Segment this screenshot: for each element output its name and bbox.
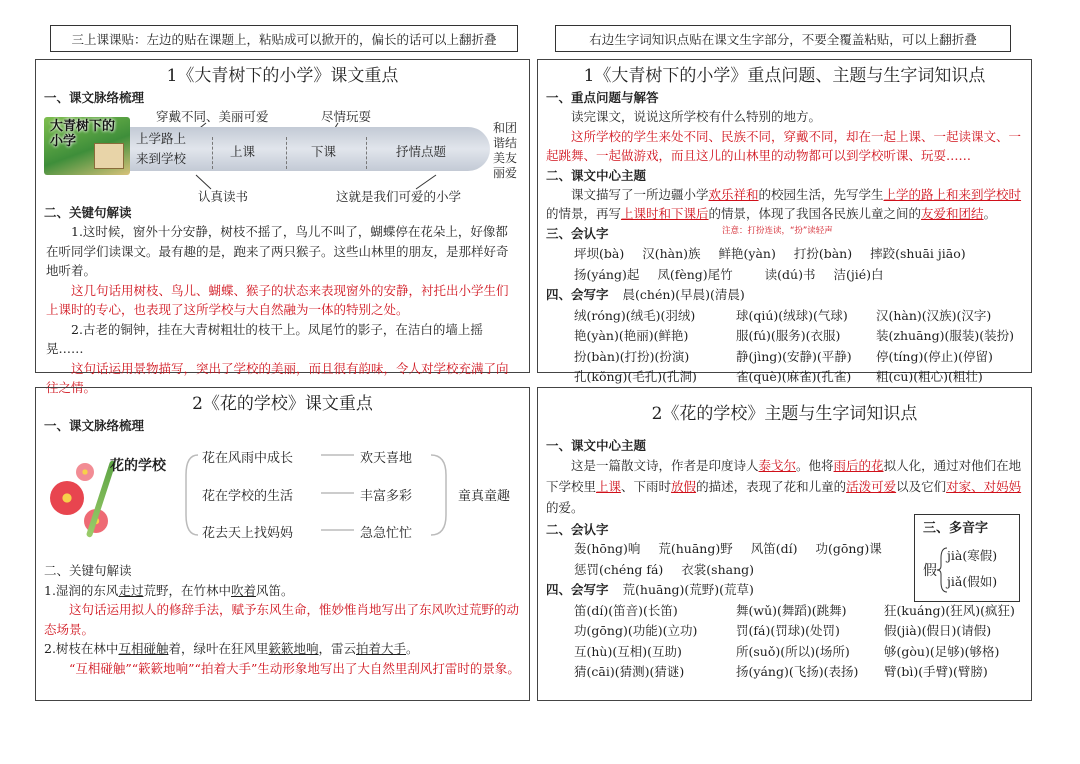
highlight: 上课时和下课后 <box>621 206 709 221</box>
flow-step: 花在风雨中成长 <box>202 451 294 466</box>
section-heading: 三、多音字 <box>923 521 989 536</box>
flow-feeling: 急急忙忙 <box>360 526 413 541</box>
reading-tip: 注意：打扮连读，“扮”读轻声 <box>722 225 833 236</box>
polyphone-reading: jià(寒假) <box>947 548 998 563</box>
card-title: 2《花的学校》主题与生字词知识点 <box>651 404 918 424</box>
card-title: 1《大青树下的小学》重点问题、主题与生字词知识点 <box>583 66 986 86</box>
flow-diagram <box>36 435 529 561</box>
write-word: 艳(yàn)(艳丽)(鲜艳) <box>574 328 689 343</box>
write-word: 舞(wǔ)(舞蹈)(跳舞) <box>736 602 847 618</box>
read-word: 坪坝(bà) <box>574 246 625 261</box>
flow-step: 上课 <box>230 144 256 159</box>
text: 以及它们 <box>896 479 947 494</box>
highlight: 欢乐祥和 <box>708 186 759 202</box>
flow-root-label: 花的学校 <box>110 458 166 474</box>
write-word: 罚(fá)(罚球)(处罚) <box>736 623 840 638</box>
read-word: 读(dú)书 <box>764 266 816 282</box>
text: ，雷云 <box>318 641 356 656</box>
theme-text <box>546 185 1023 224</box>
flow-label: 穿戴不同、美丽可爱 <box>156 109 269 124</box>
flow-feeling: 欢天喜地 <box>360 451 413 466</box>
flow-divider <box>286 137 287 169</box>
highlight: 雨后的花 <box>833 458 884 473</box>
write-word: 假(jià)(假日)(请假) <box>884 623 992 638</box>
underlined-word: 吹着 <box>230 582 256 598</box>
write-row <box>574 326 1023 347</box>
text: 这是一篇散文诗，作者是印度诗人 <box>571 458 759 473</box>
section-heading: 一、课文脉络梳理 <box>44 90 145 105</box>
key-sentence: 1.这时候，窗外十分安静，树枝不摇了，鸟儿不叫了，蝴蝶停在花朵上，好像都在听同学们读课文。最有趣的是，跑来了两只猴子。这些山林里的朋友，是那样好奇地听着。 <box>46 224 509 278</box>
question: 读完课文，说说这所学校有什么特别的地方。 <box>571 109 822 124</box>
sentence-analysis: 这几句话用树枝、鸟儿、蝴蝶、猴子的状态来表现窗外的安静，衬托出小学生们上课时的专心，也表现了这所学校与大自然融为一体的特别之处。 <box>46 282 509 317</box>
read-word: 摔跤(shuāi jiāo) <box>870 246 966 261</box>
text: 。 <box>983 206 997 221</box>
write-word: 功(gōng)(功能)(立功) <box>574 623 698 638</box>
write-word: 臂(bì)(手臂)(臂膀) <box>884 664 988 679</box>
school-building-icon <box>94 143 124 169</box>
write-word: 狂(kuáng)(狂风)(疯狂) <box>884 602 1015 618</box>
text: 着，绿叶在狂风里 <box>168 641 269 656</box>
text: 的爱。 <box>546 500 584 515</box>
flow-step: 抒情点题 <box>396 144 447 159</box>
highlight: 泰戈尔 <box>758 458 797 473</box>
text: 的情景，体现了我国各民族儿童之间的 <box>708 206 922 221</box>
flow-diagram <box>36 107 529 203</box>
school-picture-label: 大青树下的小学 <box>50 119 116 149</box>
read-row <box>546 265 1023 286</box>
flow-label: 这就是我们可爱的小学 <box>336 189 462 204</box>
write-row <box>574 367 1023 388</box>
highlight: 上课 <box>596 479 622 494</box>
write-word: 所(suǒ)(所以)(场所) <box>736 643 850 659</box>
note-left: 三上课课贴：左边的贴在课题上，粘贴成可以掀开的，偏长的话可以上翻折叠 <box>50 25 518 52</box>
underlined-word: 拍着大手 <box>356 641 407 656</box>
write-word: 扬(yáng)(飞扬)(表扬) <box>736 664 859 679</box>
write-word: 球(qiú)(绒球)(气球) <box>736 307 848 323</box>
card-lesson1-vocabulary <box>537 59 1032 384</box>
answer: 这所学校的学生来处不同、民族不同，穿戴不同，却在一起上课、一起读课文、一起跳舞、一起做游戏，而且这儿的山林里的动物都可以到学校听课、玩耍…… <box>546 128 1022 163</box>
sentence-analysis: 这句话运用拟人的修辞手法，赋予东风生命，惟妙惟肖地写出了东风吹过荒野的动态场景。 <box>44 602 520 637</box>
read-word: 功(gōng)课 <box>815 541 882 556</box>
read-row <box>546 244 1023 265</box>
read-word: 汉(hàn)族 <box>642 246 701 261</box>
flow-summary: 和团谐结美友丽爱 <box>493 121 518 180</box>
section-heading: 三、会认字 <box>546 225 609 241</box>
text: 。 <box>406 641 419 656</box>
write-grid <box>546 306 1023 388</box>
underlined-word: 走过 <box>118 582 144 598</box>
section-heading: 一、课文中心主题 <box>546 438 647 453</box>
key-sentence: 2.古老的铜钟，挂在大青树粗壮的枝干上。凤尾竹的影子，在洁白的墙上摇晃…… <box>46 321 483 356</box>
polyphone-char: 假 <box>923 563 937 579</box>
key-sentence <box>44 639 521 659</box>
text: 2.树枝在林中 <box>44 641 119 656</box>
section-heading-row <box>546 224 1023 245</box>
flow-step: 花在学校的生活 <box>202 489 294 504</box>
text: 荒野，在竹林中 <box>143 582 231 598</box>
flow-feeling: 丰富多彩 <box>360 489 413 504</box>
text: 课文描写了一所边疆小学 <box>571 186 709 202</box>
write-grid <box>546 601 1023 683</box>
section-heading: 四、会写字 <box>546 287 609 302</box>
flow-step: 下课 <box>311 144 337 159</box>
section-heading: 一、重点问题与解答 <box>546 90 659 105</box>
read-word: 风笛(dí) <box>750 541 798 556</box>
flow-divider <box>212 137 213 169</box>
write-word: 雀(què)(麻雀)(孔雀) <box>736 369 852 384</box>
write-row <box>574 347 1023 368</box>
write-word: 孔(kǒng)(毛孔)(孔洞) <box>574 369 697 384</box>
write-row <box>574 601 1023 622</box>
section-heading: 二、会认字 <box>546 522 609 537</box>
theme-text <box>546 455 1023 518</box>
read-word: 惩罚(chéng fá) <box>574 561 664 577</box>
write-word: 荒(huāng)(荒野)(荒草) <box>622 582 754 597</box>
flow-divider <box>366 137 367 169</box>
text: 的情景，再写 <box>546 206 622 221</box>
card-lesson1-key-points <box>35 59 530 395</box>
card-title: 1《大青树下的小学》课文重点 <box>166 66 399 86</box>
write-word: 晨(chén)(早晨)(清晨) <box>622 287 745 302</box>
text: 、下雨时 <box>621 479 672 494</box>
write-word: 汉(hàn)(汉族)(汉字) <box>876 307 992 323</box>
flow-label: 认真读书 <box>198 189 249 204</box>
card-title: 2《花的学校》课文重点 <box>192 394 373 414</box>
text: 1.湿润的东风 <box>44 582 119 598</box>
note-right: 右边生字词知识点贴在课文生字部分，不要全覆盖粘贴，可以上翻折叠 <box>555 25 1011 52</box>
read-word: 轰(hōng)响 <box>574 541 641 556</box>
card-lesson2-key-points <box>35 387 530 701</box>
school-picture <box>44 117 130 175</box>
read-word: 扬(yáng)起 <box>574 266 640 282</box>
text: 。他将 <box>796 458 834 473</box>
read-word: 鲜艳(yàn) <box>718 246 776 261</box>
highlight: 上学的路上和来到学校时 <box>883 186 1022 202</box>
section-heading: 二、关键句解读 <box>44 563 132 578</box>
write-word: 互(hù)(互相)(互助) <box>574 643 682 659</box>
underlined-word: 互相碰触 <box>118 641 169 656</box>
write-row <box>574 306 1023 327</box>
write-row <box>574 621 1023 642</box>
flow-step: 花去天上找妈妈 <box>202 526 294 541</box>
text: 风笛。 <box>255 582 294 598</box>
write-word: 服(fú)(服务)(衣服) <box>736 328 841 343</box>
text: 的描述，表现了花和儿童的 <box>696 479 847 494</box>
highlight: 对家、对妈妈 <box>946 479 1022 494</box>
write-heading-row <box>546 285 1023 306</box>
highlight: 活泼可爱 <box>846 479 897 494</box>
write-word: 猜(cāi)(猜测)(猜谜) <box>574 664 685 679</box>
write-word: 装(zhuāng)(服装)(装扮) <box>876 328 1014 343</box>
underlined-word: 簌簌地响 <box>268 641 319 656</box>
polyphone-box <box>914 514 1020 602</box>
section-heading: 四、会写字 <box>546 582 609 597</box>
flow-label: 尽情玩耍 <box>321 109 372 124</box>
write-word: 停(tíng)(停止)(停留) <box>876 348 993 364</box>
polyphone-entry <box>923 544 1011 596</box>
sentence-analysis: 这句话运用景物描写，突出了学校的美丽，而且很有韵味，令人对学校充满了向往之情。 <box>46 360 509 395</box>
write-row <box>574 662 1023 683</box>
highlight: 友爱和团结 <box>921 206 984 221</box>
read-word: 凤(fèng)尾竹 <box>657 266 733 282</box>
flow-step: 上学路上来到学校 <box>136 131 187 166</box>
write-word: 静(jìng)(安静)(平静) <box>736 348 852 364</box>
section-heading: 一、课文脉络梳理 <box>44 418 145 433</box>
highlight: 放假 <box>671 479 697 494</box>
write-row <box>574 642 1023 663</box>
write-word: 扮(bàn)(打扮)(扮演) <box>574 348 690 364</box>
read-word: 打扮(bàn) <box>793 246 853 261</box>
section-heading: 二、关键句解读 <box>44 205 132 220</box>
section-heading: 二、课文中心主题 <box>546 167 647 183</box>
read-word: 衣裳(shang) <box>681 561 755 577</box>
sentence-analysis: “互相碰触”“簌簌地响”“拍着大手”生动形象地写出了大自然里刮风打雷时的景象。 <box>69 660 520 676</box>
text: 拟人化，通过对他们在地下学校里 <box>546 458 1022 494</box>
write-word: 笛(dí)(笛音)(长笛) <box>574 602 678 618</box>
flow-summary: 童真童趣 <box>458 489 511 504</box>
write-word: 绒(róng)(绒毛)(羽绒) <box>574 307 696 323</box>
read-word: 荒(huāng)野 <box>658 541 733 556</box>
polyphone-reading: jiǎ(假如) <box>947 574 998 589</box>
read-word: 洁(jié)白 <box>833 266 884 282</box>
text: 的校园生活，先写学生 <box>758 186 884 202</box>
write-word: 够(gòu)(足够)(够格) <box>884 643 1000 659</box>
key-sentence <box>44 581 521 601</box>
write-word: 粗(cū)(粗心)(粗壮) <box>876 369 983 384</box>
